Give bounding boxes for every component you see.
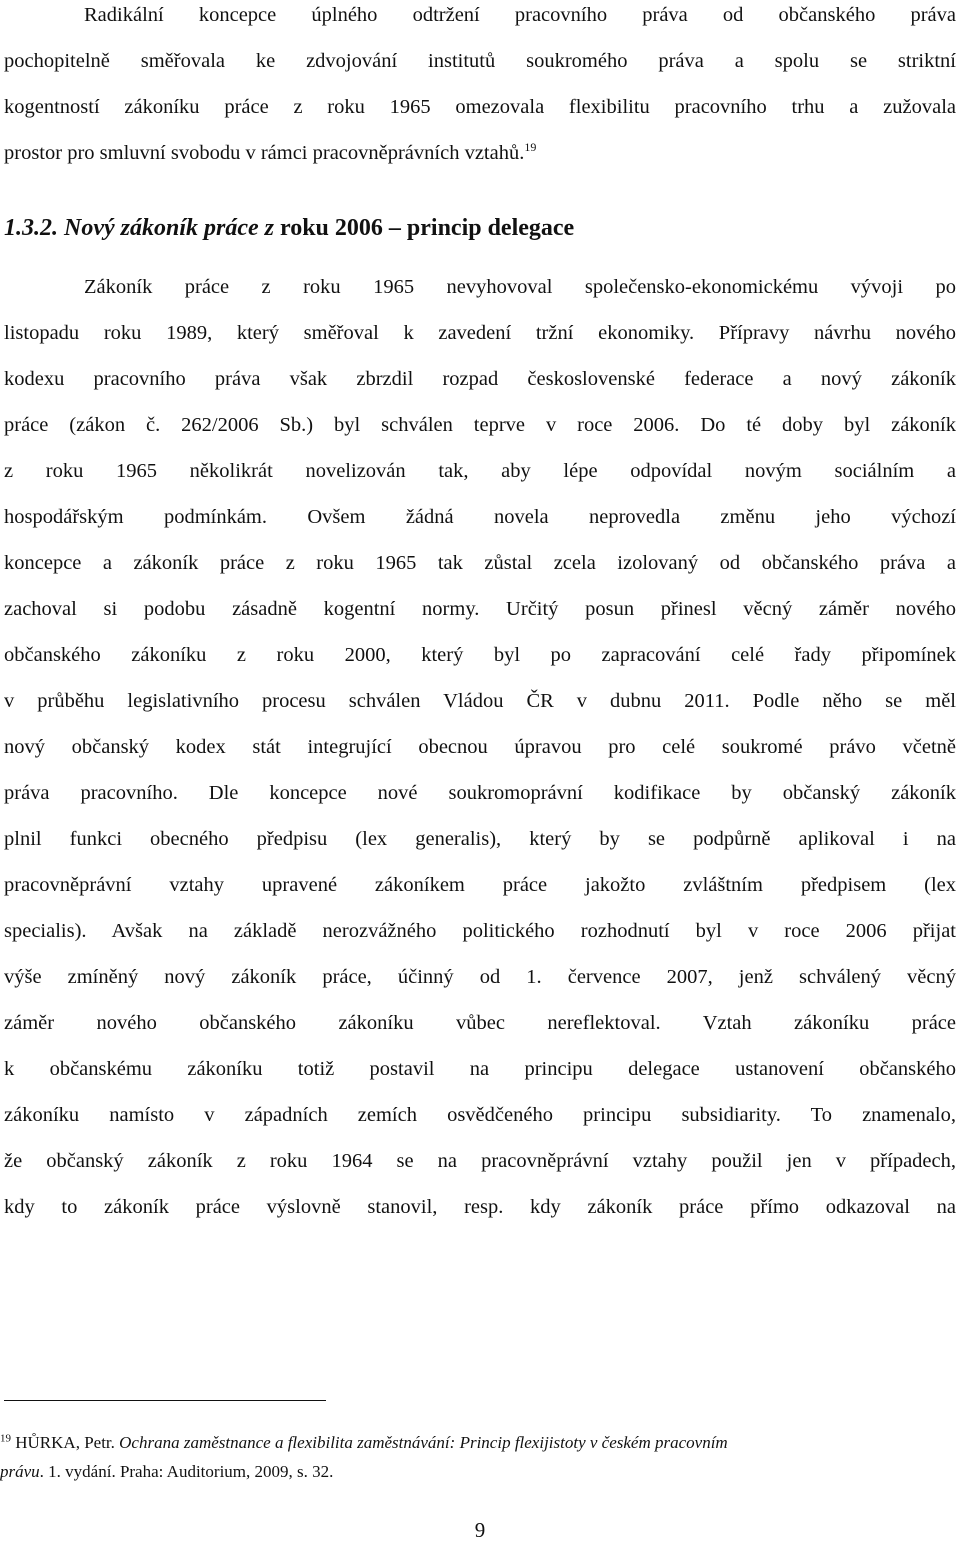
text-line: kdy to zákoník práce výslovně stanovil, resp. kdy zákoník práce přímo odkazoval na [4,1196,956,1218]
text-line: výše zmíněný nový zákoník práce, účinný od 1. července 2007, jenž schválený věcný [4,966,956,988]
text-line: práva pracovního. Dle koncepce nové soukromoprávní kodifikace by občanský zákoník [4,782,956,804]
text-line: z roku 1965 několikrát novelizován tak, aby lépe odpovídal novým sociálním a [4,460,956,482]
text-line: plnil funkci obecného předpisu (lex generalis), který by se podpůrně aplikoval i na [4,828,956,850]
text-line: zachoval si podobu zásadně kogentní normy. Určitý posun přinesl věcný záměr nového [4,598,956,620]
intro-paragraph [4,0,956,176]
text-line: Radikální koncepce úplného odtržení pracovního práva od občanského práva [84,4,956,26]
body-paragraph [4,264,956,1230]
footnote-number: 19 [0,1432,11,1445]
text-line: občanského zákoníku z roku 2000, který byl po zapracování celé řady připomínek [4,644,956,666]
text-line: kodexu pracovního práva však zbrzdil rozpad československé federace a nový zákoník [4,368,956,390]
text-line: zákoníku namísto v západních zemích osvědčeného principu subsidiarity. To znamenalo, [4,1104,956,1126]
section-number: 1.3.2. [4,215,58,241]
text-line: záměr nového občanského zákoníku vůbec nereflektoval. Vztah zákoníku práce [4,1012,956,1034]
text-line: práce (zákon č. 262/2006 Sb.) byl schválen teprve v roce 2006. Do té doby byl zákoník [4,414,956,436]
section-title-italic: Nový zákoník práce z [64,215,274,241]
page-number: 9 [474,1518,486,1542]
footnote-line [0,1457,952,1486]
footnote-title-cont: právu [0,1462,40,1481]
section-title-rest: roku 2006 – princip delegace [279,215,575,241]
text-line: k občanskému zákoníku totiž postavil na principu delegace ustanovení občanského [4,1058,956,1080]
footnote-line [0,1428,952,1457]
footnote-reference[interactable]: 19 [524,140,537,155]
text-line: specialis). Avšak na základě nerozvážného politického rozhodnutí byl v roce 2006 přijat [4,920,956,942]
footnote-publication: . 1. vydání. Praha: Auditorium, 2009, s. 32. [39,1462,334,1481]
text-line-content: prostor pro smluvní svobodu v rámci pracovněprávních vztahů. [4,142,525,164]
footnote-author: HŮRKA, Petr. [15,1433,115,1452]
text-line: hospodářským podmínkám. Ovšem žádná novela neprovedla změnu jeho výchozí [4,506,956,528]
text-line: Zákoník práce z roku 1965 nevyhovoval společensko-ekonomickému vývoji po [84,276,956,298]
text-line: koncepce a zákoník práce z roku 1965 tak zůstal zcela izolovaný od občanského práva a [4,552,956,574]
footnote-title: Ochrana zaměstnance a flexibilita zaměstnávání: Princip flexijistoty v českém pracovním [119,1433,728,1452]
footnote [0,1428,952,1486]
text-line [4,130,956,176]
text-line: listopadu roku 1989, který směřoval k zavedení tržní ekonomiky. Přípravy návrhu nového [4,322,956,344]
text-line: že občanský zákoník z roku 1964 se na pracovněprávní vztahy použil jen v případech, [4,1150,956,1172]
text-line: v průběhu legislativního procesu schválen Vládou ČR v dubnu 2011. Podle něho se měl [4,690,956,712]
text-line: kogentností zákoníku práce z roku 1965 omezovala flexibilitu pracovního trhu a zužovala [4,96,956,118]
text-line: pochopitelně směřovala ke zdvojování institutů soukromého práva a spolu se striktní [4,50,956,72]
text-line: pracovněprávní vztahy upravené zákoníkem práce jakožto zvláštním předpisem (lex [4,874,956,896]
footnote-separator [4,1400,326,1401]
text-line: nový občanský kodex stát integrující obecnou úpravou pro celé soukromé právo včetně [4,736,956,758]
section-heading [4,208,574,248]
